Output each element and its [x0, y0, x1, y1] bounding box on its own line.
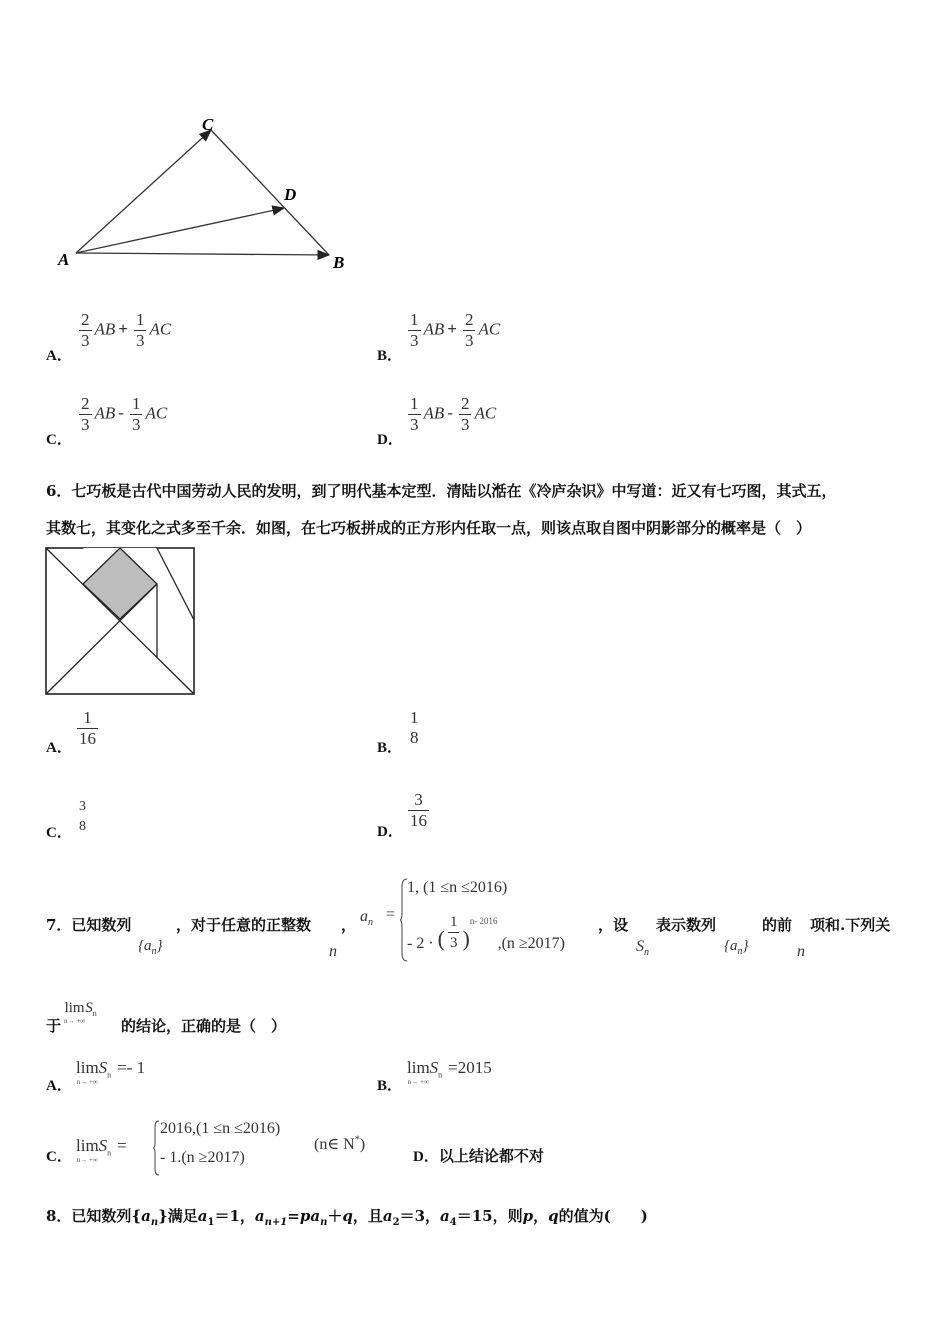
prob-num: 3 — [414, 790, 423, 809]
q7-S-1: $S_n$ — [636, 938, 649, 959]
q7-seq-1: $\{a_n\}$ — [138, 938, 163, 957]
operator: - — [447, 403, 453, 423]
coef-den: 3 — [410, 415, 419, 434]
q7-option-d[interactable] — [413, 1145, 544, 1166]
coef-num: 1 — [131, 394, 141, 413]
option-label: D． — [377, 432, 403, 448]
coef-num: 1 — [410, 394, 419, 413]
segment-ad — [76, 208, 284, 253]
coef-num: 2 — [464, 310, 474, 329]
q7-text-6: 的前 — [762, 916, 793, 934]
term: AB — [423, 403, 445, 423]
q7-option-c-case1: 2016,(1 ≤n ≤2016) — [160, 1120, 281, 1137]
q7-text-8: 于 — [46, 1017, 62, 1035]
option-label: A． — [46, 1078, 72, 1094]
term: AC — [149, 319, 172, 339]
q7-text-9: 的结论，正确的是（ ） — [121, 1017, 287, 1035]
coef-den: 3 — [131, 415, 141, 434]
coef-num: 1 — [410, 310, 419, 329]
coef-num: 2 — [460, 394, 470, 413]
q7-option-c-case2: - 1.(n ≥2017) — [160, 1149, 245, 1166]
q7-lim-expr: lim n→ +∞ $S_n$ — [64, 1000, 97, 1025]
prob-num: 1 — [410, 708, 419, 727]
coef-num: 1 — [135, 310, 145, 329]
q5-option-a[interactable] — [46, 310, 172, 364]
operator: + — [447, 319, 457, 339]
q7-option-a[interactable]: A． lim n→ +∞ $S_n =- 1$ — [46, 1058, 146, 1094]
option-text: 以上结论都不对 — [438, 1147, 544, 1165]
q7-option-c-tail: (n∈ N*) — [314, 1134, 366, 1153]
prob-den: 8 — [79, 819, 86, 834]
option-label: C． — [46, 432, 72, 448]
q7-n-1: n — [329, 943, 337, 960]
prob-num: 3 — [79, 799, 86, 814]
coef-den: 3 — [460, 415, 470, 434]
term: AB — [94, 319, 116, 339]
prob-num: 1 — [83, 708, 92, 727]
term: AB — [423, 319, 445, 339]
option-label: D． — [413, 1149, 439, 1165]
coef-num: 2 — [81, 310, 90, 329]
q6-option-c[interactable] — [46, 797, 86, 841]
q7-text-7: 项和.下列关 — [810, 916, 891, 934]
operator: + — [118, 319, 128, 339]
q7-option-c[interactable]: C． lim n→ +∞ $S_n$ = 2016,(1 ≤n ≤2016) - 1.(n ≥2017) (n∈ N*) — [46, 1118, 72, 1139]
q7-option-b[interactable]: B． lim n→ +∞ $S_n =2015$ — [377, 1058, 492, 1094]
operator: - — [118, 403, 124, 423]
term: AC — [474, 403, 497, 423]
label-c: C — [202, 115, 214, 134]
option-label: B． — [377, 1078, 403, 1094]
option-label: A． — [46, 740, 72, 756]
q5-option-b[interactable] — [377, 310, 501, 364]
coef-num: 2 — [81, 394, 90, 413]
q7-case1: 1, (1 ≤n ≤2016) — [407, 879, 508, 896]
q7-text-2: ，对于任意的正整数 — [176, 916, 312, 934]
label-a: A — [58, 250, 70, 269]
q7-option-c-brace — [152, 1120, 160, 1176]
coef-den: 3 — [410, 331, 419, 350]
coef-den: 3 — [464, 331, 474, 350]
q7-n-2: n — [797, 943, 805, 960]
q6-line1: 6．七巧板是古代中国劳动人民的发明，到了明代基本定型．清陆以湉在《冷庐杂识》中写道：近又有七巧图，其式五， — [46, 482, 837, 500]
q5-option-d[interactable] — [377, 394, 497, 448]
option-label: A． — [46, 348, 72, 364]
label-d: D — [284, 185, 297, 204]
q8-text: 8．已知数列$\{a_n\}$满足$a_1=1$，$a_{n+1}=pa_n+q$，且$a_2=3$，$a_4=15$，则p，q的值为( ) — [46, 1207, 648, 1228]
q6-option-d[interactable] — [377, 790, 427, 840]
term: AB — [94, 403, 116, 423]
coef-den: 3 — [81, 415, 90, 434]
q7-seq-2: $\{a_n\}$ — [724, 938, 749, 957]
q6-line2: 其数七，其变化之式多至千余．如图，在七巧板拼成的正方形内任取一点，则该点取自图中阴影部分的概率是（ ） — [46, 519, 812, 537]
q7-an-eq: = — [386, 906, 396, 923]
option-label: C． — [46, 825, 72, 841]
q7-text-1: 7．已知数列 — [46, 916, 132, 934]
term: AC — [478, 319, 501, 339]
coef-den: 3 — [135, 331, 145, 350]
segment-cb — [211, 130, 329, 255]
option-label: B． — [377, 348, 403, 364]
coef-den: 3 — [81, 331, 90, 350]
term: AC — [145, 403, 168, 423]
prob-den: 8 — [410, 728, 419, 747]
option-label: D． — [377, 824, 403, 840]
q7-text-5: 表示数列 — [656, 916, 717, 934]
prob-den: 16 — [79, 729, 96, 748]
label-b: B — [333, 253, 345, 272]
q7-text-4: ，设 — [598, 916, 629, 934]
q7-case2: - 2 · ( $\frac{1}{3}$ )$^{n- 2016}$,(n ≥2017) — [407, 914, 565, 953]
segment-ab — [76, 253, 329, 255]
prob-den: 16 — [410, 811, 427, 830]
option-label: B． — [377, 740, 403, 756]
option-label: C． — [46, 1149, 72, 1165]
q5-option-c[interactable] — [46, 394, 168, 448]
segment-ac — [76, 130, 211, 253]
q7-an-lhs: $a_n$ — [360, 908, 373, 929]
triangle-vector-figure — [50, 110, 360, 275]
tangram-figure — [45, 547, 197, 697]
q7-text-3: ， — [341, 916, 357, 934]
q6-option-b[interactable] — [377, 708, 419, 756]
q6-option-a[interactable] — [46, 708, 96, 756]
